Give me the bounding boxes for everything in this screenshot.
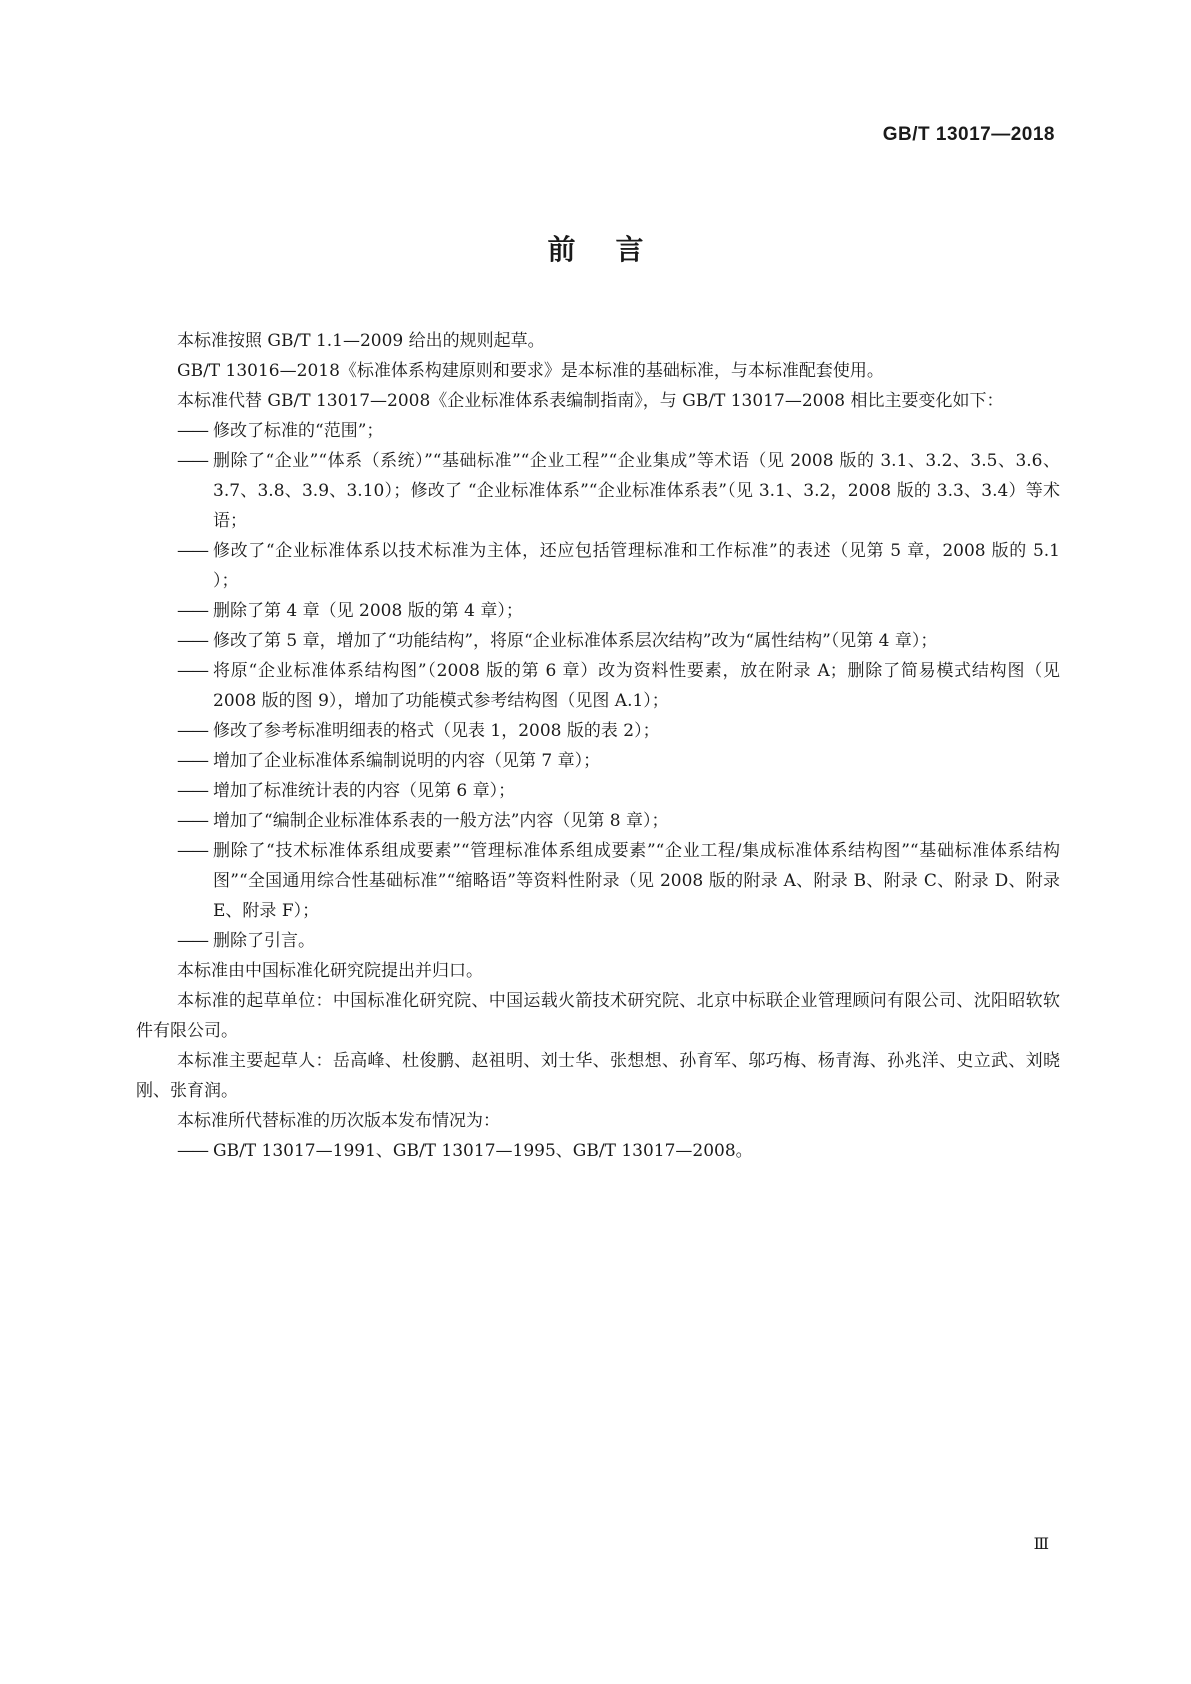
list-item-text: 增加了企业标准体系编制说明的内容（见第 7 章）； [213,751,601,771]
list-item [136,536,1060,596]
dash-marker: —— [177,811,207,831]
list-item [136,446,1060,536]
paragraph: 本标准主要起草人：岳高峰、杜俊鹏、赵祖明、刘士华、张想想、孙育军、邬巧梅、杨青海、孙兆洋、史立武、刘晓刚、张育润。 [136,1051,1060,1101]
dash-marker: —— [177,541,207,561]
dash-marker: —— [177,661,207,681]
list-item [136,626,1060,656]
paragraph: 本标准由中国标准化研究院提出并归口。 [177,961,483,981]
list-item-text: 将原“企业标准体系结构图”（2008 版的第 6 章）改为资料性要素，放在附录 A；删除了简易模式结构图（见 2008 版的图 9），增加了功能模式参考结构图（见图 A.1）； [213,661,1060,711]
paragraph: 本标准所代替标准的历次版本发布情况为： [177,1111,500,1131]
list-item-text: GB/T 13017—1991、GB/T 13017—1995、GB/T 13017—2008。 [213,1141,753,1161]
list-item-text: 修改了“企业标准体系以技术标准为主体，还应包括管理标准和工作标准”的表述（见第 5 章，2008 版的 5.1 ）； [213,541,1060,591]
list-item-text: 修改了第 5 章，增加了“功能结构”，将原“企业标准体系层次结构”改为“属性结构”（见第 4 章）； [213,631,938,651]
dash-marker: —— [177,781,207,801]
list-item [136,806,1060,836]
list-item-text: 修改了参考标准明细表的格式（见表 1，2008 版的表 2）； [213,721,660,741]
list-item [136,716,1060,746]
list-item-text: 删除了第 4 章（见 2008 版的第 4 章）； [213,601,523,621]
dash-marker: —— [177,631,207,651]
list-item-text: 删除了引言。 [213,931,315,951]
dash-marker: —— [177,421,207,441]
list-item [136,836,1060,926]
list-item-text: 删除了“企业”“体系（系统）”“基础标准”“企业工程”“企业集成”等术语（见 2008 版的 3.1、3.2、3.5、3.6、3.7、3.8、3.9、3.10）；修改了 “企业标准体系”“企业标准体系表”（见 3.1、3.2，2008 版的 3.3、3.4）等术语； [213,451,1060,531]
paragraph: 本标准按照 GB/T 1.1—2009 给出的规则起草。 [177,331,545,351]
paragraph: 本标准代替 GB/T 13017—2008《企业标准体系表编制指南》，与 GB/T 13017—2008 相比主要变化如下： [177,391,1004,411]
list-item [136,656,1060,716]
dash-marker: —— [177,451,207,471]
dash-marker: —— [177,931,207,951]
page-title: 前言 [547,233,684,266]
paragraph: GB/T 13016—2018《标准体系构建原则和要求》是本标准的基础标准，与本标准配套使用。 [177,361,884,381]
dash-marker: —— [177,1141,207,1161]
dash-marker: —— [177,841,207,861]
list-item [136,1136,1060,1166]
list-item-text: 修改了标准的“范围”； [213,421,384,441]
list-item [136,776,1060,806]
dash-marker: —— [177,721,207,741]
page-number: Ⅲ [1033,1534,1049,1553]
list-item [136,926,1060,956]
dash-marker: —— [177,601,207,621]
list-item-text: 删除了“技术标准体系组成要素”“管理标准体系组成要素”“企业工程/集成标准体系结构图”“基础标准体系结构图”“全国通用综合性基础标准”“缩略语”等资料性附录（见 2008 版的附录 A、附录 B、附录 C、附录 D、附录 E、附录 F）； [213,841,1060,921]
preface-body [136,326,1060,1166]
list-item [136,416,1060,446]
list-item-text: 增加了标准统计表的内容（见第 6 章）； [213,781,516,801]
dash-marker: —— [177,751,207,771]
history-list [136,1136,1060,1166]
list-item [136,746,1060,776]
change-list [136,416,1060,956]
list-item [136,596,1060,626]
standard-code: GB/T 13017—2018 [882,124,1055,145]
list-item-text: 增加了“编制企业标准体系表的一般方法”内容（见第 8 章）； [213,811,669,831]
paragraph: 本标准的起草单位：中国标准化研究院、中国运载火箭技术研究院、北京中标联企业管理顾问有限公司、沈阳昭软软件有限公司。 [136,991,1060,1041]
